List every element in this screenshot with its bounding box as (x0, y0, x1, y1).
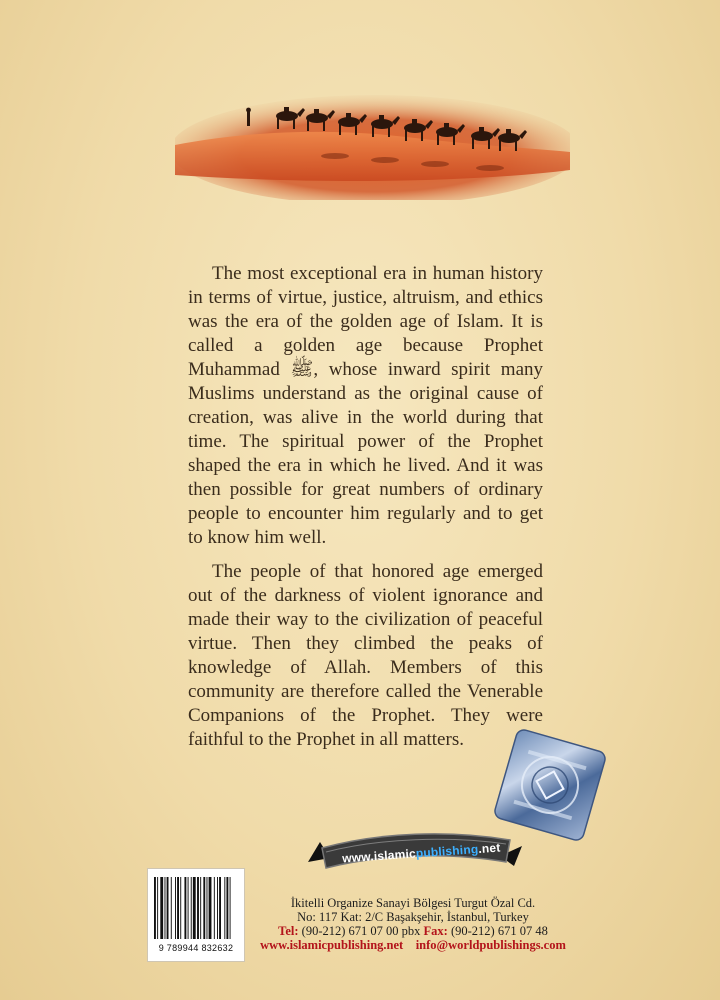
website-ribbon-banner (300, 822, 525, 882)
fax-value: (90-212) 671 07 48 (450, 924, 548, 938)
tel-label: Tel: (278, 924, 299, 938)
contact-phone-fax (253, 924, 573, 938)
fax-label: Fax: (423, 924, 448, 938)
description-text (188, 262, 543, 752)
isbn-barcode (147, 868, 245, 962)
barcode-bars (154, 877, 238, 939)
tel-value: (90-212) 671 07 00 pbx (301, 924, 421, 938)
address-line-2: No: 117 Kat: 2/C Başakşehir, İstanbul, Turkey (297, 910, 529, 924)
contact-web-email (253, 938, 573, 952)
ribbon-url-suffix: .net (477, 840, 501, 856)
publisher-address-block (253, 896, 573, 952)
description-paragraph-1: The most exceptional era in human history in terms of virtue, justice, altruism, and ethics was the era of the golden age of Islam. It is called a golden age because Prophet Muhammad ﷺ, whose inward spirit many Muslims understand as the original cause of creation, was alive in the world during that time. The spiritual power of the Prophet shaped the era in which he lived. And it was then possible for great numbers of ordinary people to encounter him regularly and to get to know him well. (188, 263, 543, 548)
website-link[interactable]: www.islamicpublishing.net (260, 938, 404, 952)
email-link[interactable]: info@worldpublishings.com (415, 938, 566, 952)
address-line-1: İkitelli Organize Sanayi Bölgesi Turgut Özal Cd. (290, 896, 536, 910)
description-paragraph-2: The people of that honored age emerged out of the darkness of violent ignorance and made their way to the civilization of peaceful virtue. Then they climbed the peaks of knowledge of Allah. Members of this community are therefore called the Venerable Companions of the Prophet. They were faithful to the Prophet in all matters. (188, 561, 543, 750)
ribbon-url-highlight: publishing (415, 842, 479, 861)
ribbon-url-prefix: www.islamic (341, 846, 417, 866)
desert-caravan-illustration (175, 90, 570, 200)
isbn-number: 9 789944 832632 (158, 943, 234, 953)
